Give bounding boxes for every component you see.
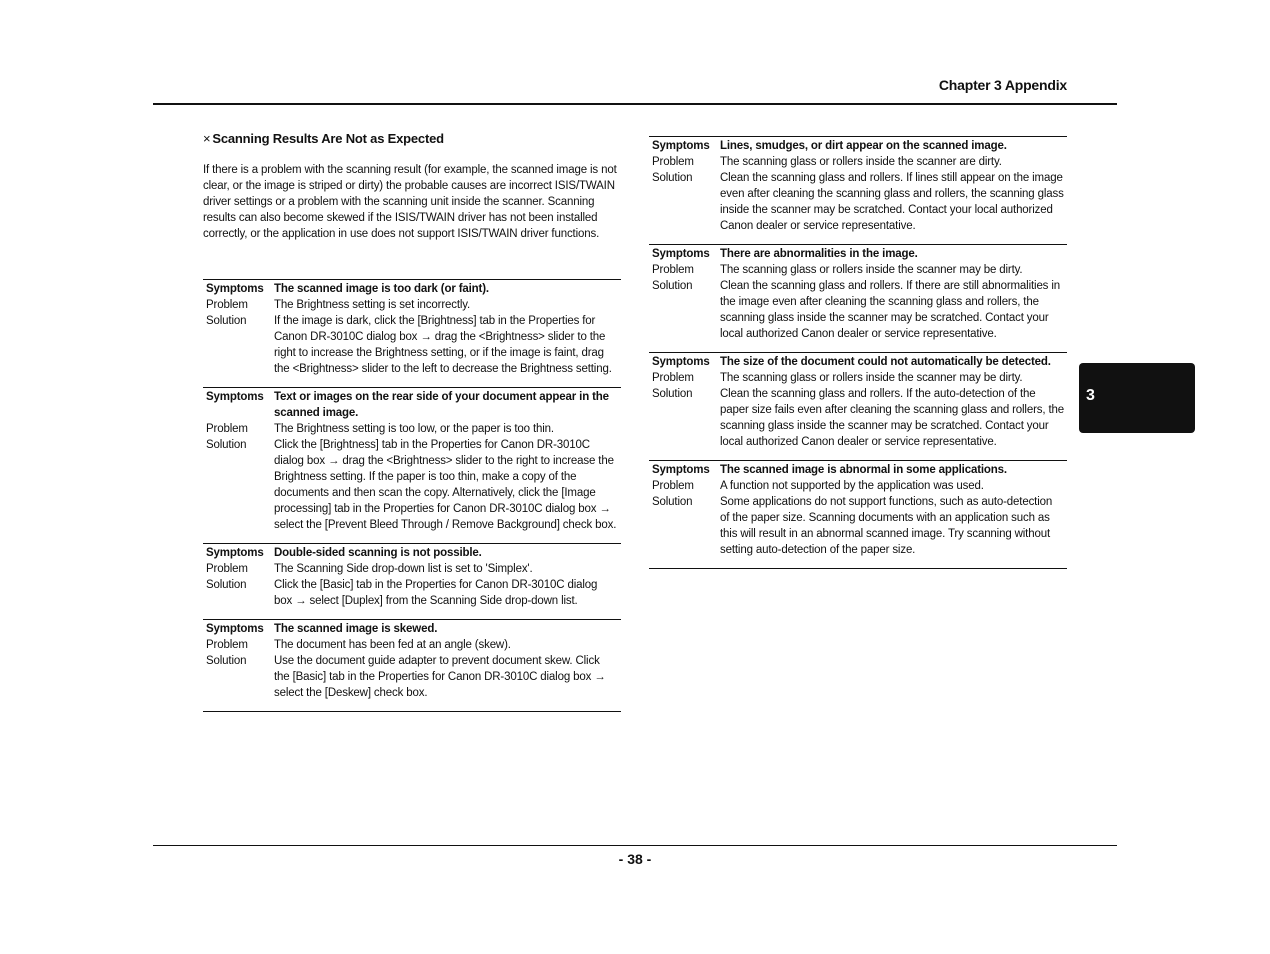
chapter-tab[interactable] <box>1079 363 1195 433</box>
symptoms-label: Symptoms <box>206 547 264 559</box>
problem-text: The Scanning Side drop-down list is set to 'Simplex'. <box>274 563 533 575</box>
problem-text: The Brightness setting is set incorrectly. <box>274 299 471 311</box>
problem-label: Problem <box>206 563 248 575</box>
problem-label: Problem <box>652 264 694 276</box>
solution-label: Solution <box>652 496 693 508</box>
symptom-text: The scanned image is skewed. <box>274 623 438 635</box>
solution-text: Clean the scanning glass and rollers. If there are still abnormalities in the image even after cleaning the scanning glass and rollers, the scanning glass inside the scanner may be scratched. Contact your local authorized Canon dealer or service representative. <box>720 280 1060 340</box>
solution-text: Clean the scanning glass and rollers. If the auto-detection of the paper size fails even after cleaning the scanning glass and rollers, the scanning glass inside the scanner may be scratched. Contact your local authorized Canon dealer or service representative. <box>720 388 1064 448</box>
solution-text: Use the document guide adapter to prevent document skew. Click the [Basic] tab in the Properties for Canon DR-3010C dialog box → select the [Deskew] check box. <box>274 655 606 699</box>
symptoms-label: Symptoms <box>652 356 710 368</box>
symptoms-label: Symptoms <box>652 464 710 476</box>
symptoms-label: Symptoms <box>206 391 264 403</box>
header-rule <box>153 103 1117 105</box>
solution-label: Solution <box>652 280 693 292</box>
solution-label: Solution <box>652 172 693 184</box>
solution-label: Solution <box>652 388 693 400</box>
symptoms-label: Symptoms <box>206 283 264 295</box>
problem-text: The scanning glass or rollers inside the scanner are dirty. <box>720 156 1002 168</box>
symptom-text: The scanned image is too dark (or faint). <box>274 283 489 295</box>
chapter-header: Chapter 3 Appendix <box>938 77 1067 93</box>
problem-label: Problem <box>652 480 694 492</box>
troubleshooting-entry <box>649 460 1067 569</box>
solution-text: If the image is dark, click the [Brightness] tab in the Properties for Canon DR-3010C dialog box → drag the <Brightness> slider to the right to increase the Brightness setting, or if the image is faint, drag the <Brightness> slider to the left to decrease the Brightness setting. <box>274 315 612 375</box>
solution-label: Solution <box>206 655 247 667</box>
troubleshooting-entry <box>649 244 1067 352</box>
problem-text: The scanning glass or rollers inside the scanner may be dirty. <box>720 264 1023 276</box>
intro-paragraph: If there is a problem with the scanning result (for example, the scanned image is not clear, or the image is striped or dirty) the probable causes are incorrect ISIS/TWAIN driver settings or a problem with the scanning unit inside the scanner. Scanning results can also become skewed if the ISIS/TWAIN driver has not been installed correctly, or the application in use does not support ISIS/TWAIN driver functions. <box>203 164 617 240</box>
symptom-text: The scanned image is abnormal in some applications. <box>720 464 1007 476</box>
section-heading-text: Scanning Results Are Not as Expected <box>212 131 444 146</box>
problem-text: The document has been fed at an angle (skew). <box>274 639 511 651</box>
problem-label: Problem <box>652 156 694 168</box>
symptoms-label: Symptoms <box>652 140 710 152</box>
solution-text: Click the [Basic] tab in the Properties for Canon DR-3010C dialog box → select [Duplex] from the Scanning Side drop-down list. <box>274 579 598 607</box>
right-troubleshooting-column <box>649 136 1067 569</box>
troubleshooting-entry <box>649 352 1067 460</box>
symptoms-label: Symptoms <box>206 623 264 635</box>
solution-label: Solution <box>206 579 247 591</box>
problem-text: The Brightness setting is too low, or the paper is too thin. <box>274 423 554 435</box>
symptoms-label: Symptoms <box>652 248 710 260</box>
solution-label: Solution <box>206 315 247 327</box>
troubleshooting-entry <box>203 543 621 619</box>
chapter-tab-number: 3 <box>1086 387 1095 404</box>
symptom-text: There are abnormalities in the image. <box>720 248 918 260</box>
symptom-text: Double-sided scanning is not possible. <box>274 547 482 559</box>
solution-text: Clean the scanning glass and rollers. If lines still appear on the image even after cleaning the scanning glass and rollers, the scanning glass inside the scanner may be scratched. Contact your local authorized Canon dealer or service representative. <box>720 172 1064 232</box>
left-troubleshooting-column <box>203 279 621 712</box>
footer-rule <box>153 845 1117 846</box>
page-number: - 38 - <box>618 851 652 867</box>
symptom-text: The size of the document could not automatically be detected. <box>720 356 1051 368</box>
troubleshooting-entry <box>203 279 621 387</box>
problem-label: Problem <box>206 639 248 651</box>
problem-label: Problem <box>206 299 248 311</box>
solution-text: Click the [Brightness] tab in the Properties for Canon DR-3010C dialog box → drag the <Brightness> slider to the right to increase the Brightness setting. If the paper is too thin, make a copy of the documents and then scan the copy. Alternatively, click the [Image processing] tab in the Properties for Canon DR-3010C dialog box → select the [Prevent Bleed Through / Remove Background] check box. <box>274 439 617 531</box>
problem-text: A function not supported by the application was used. <box>720 480 984 492</box>
symptom-text: Lines, smudges, or dirt appear on the scanned image. <box>720 140 1007 152</box>
solution-label: Solution <box>206 439 247 451</box>
problem-label: Problem <box>652 372 694 384</box>
symptom-text: Text or images on the rear side of your document appear in the scanned image. <box>274 391 609 419</box>
problem-label: Problem <box>206 423 248 435</box>
x-marker-icon: × <box>203 131 211 146</box>
solution-text: Some applications do not support functions, such as auto-detection of the paper size. Scanning documents with an application such as this will result in an abnormal scanned image. Try scanning without setting auto-detection of the paper size. <box>720 496 1053 556</box>
troubleshooting-entry <box>203 387 621 543</box>
troubleshooting-entry <box>203 619 621 712</box>
troubleshooting-entry <box>649 136 1067 244</box>
problem-text: The scanning glass or rollers inside the scanner may be dirty. <box>720 372 1023 384</box>
section-heading <box>203 131 444 146</box>
